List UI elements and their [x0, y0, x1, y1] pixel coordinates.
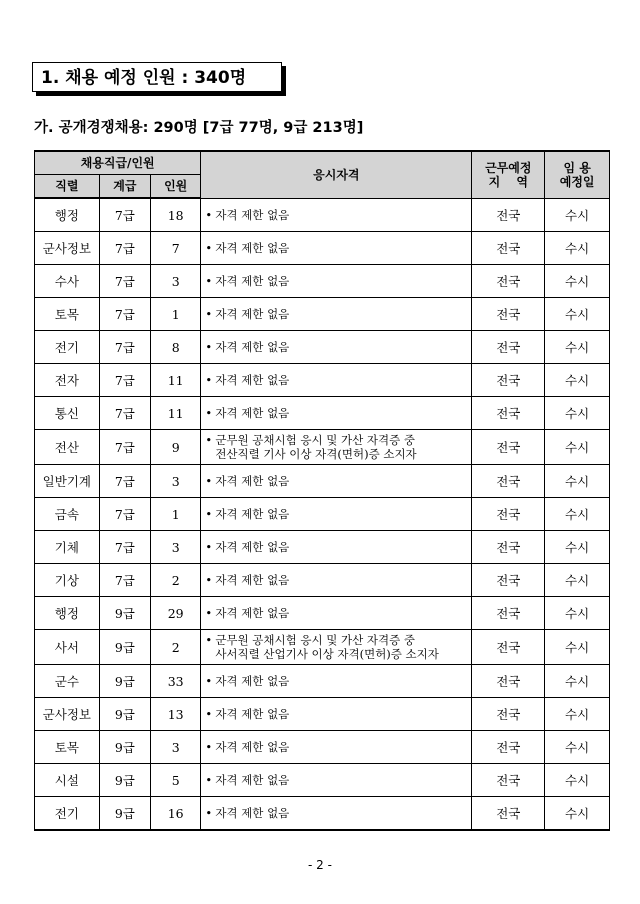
bullet-icon: • [205, 633, 213, 647]
cell-date: 수시 [545, 331, 610, 364]
recruitment-table [34, 150, 610, 831]
cell-region: 전국 [472, 364, 545, 397]
cell-date: 수시 [545, 731, 610, 764]
bullet-icon: • [205, 433, 213, 447]
cell-date: 수시 [545, 498, 610, 531]
qualification-text-line2: 전산직렬 기사 이상 자격(면허)증 소지자 [215, 447, 417, 461]
cell-job: 행정 [35, 198, 100, 232]
qualification-line [205, 740, 471, 754]
cell-count: 33 [151, 665, 201, 698]
table-row [35, 731, 610, 764]
cell-job: 통신 [35, 397, 100, 430]
header-date-line2: 예정일 [559, 174, 595, 189]
bullet-icon: • [205, 207, 213, 222]
header-region-line1: 근무예정 [485, 160, 532, 175]
qualification-text: 자격 제한 없음 [215, 373, 290, 387]
cell-grade: 7급 [99, 265, 150, 298]
qualification-line [205, 373, 471, 387]
cell-qualification [201, 630, 472, 665]
table-row [35, 630, 610, 665]
cell-count: 2 [151, 630, 201, 665]
header-group: 채용직급/인원 [35, 151, 201, 175]
table-row [35, 764, 610, 797]
cell-grade: 9급 [99, 665, 150, 698]
table-row [35, 498, 610, 531]
cell-count: 9 [151, 430, 201, 465]
cell-job: 금속 [35, 498, 100, 531]
cell-region: 전국 [472, 498, 545, 531]
cell-region: 전국 [472, 564, 545, 597]
cell-count: 1 [151, 498, 201, 531]
cell-count: 3 [151, 731, 201, 764]
qualification-line [205, 606, 471, 620]
bullet-icon: • [205, 806, 213, 820]
cell-grade: 7급 [99, 364, 150, 397]
qualification-line [205, 773, 471, 787]
cell-job: 수사 [35, 265, 100, 298]
cell-count: 2 [151, 564, 201, 597]
cell-count: 3 [151, 465, 201, 498]
cell-count: 3 [151, 531, 201, 564]
qualification-text: 자격 제한 없음 [215, 241, 290, 255]
cell-job: 전기 [35, 797, 100, 831]
bullet-icon: • [205, 340, 213, 354]
cell-date: 수시 [545, 364, 610, 397]
bullet-icon: • [205, 740, 213, 754]
cell-grade: 9급 [99, 797, 150, 831]
cell-count: 11 [151, 364, 201, 397]
qualification-text-line2: 사서직렬 산업기사 이상 자격(면허)증 소지자 [215, 647, 439, 661]
cell-qualification [201, 531, 472, 564]
cell-job: 군사정보 [35, 232, 100, 265]
table-row [35, 232, 610, 265]
table-row [35, 265, 610, 298]
table-header [35, 151, 610, 198]
cell-region: 전국 [472, 597, 545, 630]
cell-grade: 9급 [99, 698, 150, 731]
cell-job: 사서 [35, 630, 100, 665]
table-row [35, 665, 610, 698]
page-number: - 2 - [308, 858, 332, 872]
cell-date: 수시 [545, 764, 610, 797]
cell-region: 전국 [472, 665, 545, 698]
qualification-text: 자격 제한 없음 [215, 406, 290, 420]
cell-job: 행정 [35, 597, 100, 630]
cell-grade: 7급 [99, 564, 150, 597]
cell-count: 3 [151, 265, 201, 298]
header-region-line2: 지 역 [488, 174, 528, 189]
qualification-text: 자격 제한 없음 [215, 274, 290, 288]
cell-grade: 7급 [99, 298, 150, 331]
cell-date: 수시 [545, 698, 610, 731]
cell-date: 수시 [545, 465, 610, 498]
table-row [35, 465, 610, 498]
cell-date: 수시 [545, 597, 610, 630]
bullet-icon: • [205, 274, 213, 288]
cell-count: 7 [151, 232, 201, 265]
qualification-line [205, 540, 471, 554]
qualification-line [205, 474, 471, 488]
cell-job: 토목 [35, 298, 100, 331]
cell-count: 11 [151, 397, 201, 430]
qualification-line [205, 707, 471, 721]
header-date-line1: 임 용 [563, 160, 591, 175]
cell-qualification [201, 698, 472, 731]
cell-count: 29 [151, 597, 201, 630]
table-row [35, 397, 610, 430]
qualification-text: 자격 제한 없음 [215, 307, 290, 321]
cell-qualification [201, 498, 472, 531]
qualification-line [205, 433, 471, 447]
cell-qualification [201, 364, 472, 397]
cell-qualification [201, 430, 472, 465]
cell-grade: 9급 [99, 764, 150, 797]
cell-qualification [201, 564, 472, 597]
subsection-title: 가. 공개경쟁채용: 290명 [7급 77명, 9급 213명] [34, 120, 364, 136]
qualification-text: 자격 제한 없음 [215, 573, 290, 587]
qualification-line [205, 573, 471, 587]
cell-job: 시설 [35, 764, 100, 797]
header-region [472, 151, 545, 198]
cell-job: 전산 [35, 430, 100, 465]
qualification-text: 자격 제한 없음 [215, 806, 290, 820]
cell-date: 수시 [545, 397, 610, 430]
cell-qualification [201, 198, 472, 232]
qualification-line [205, 340, 471, 354]
bullet-icon: • [205, 707, 213, 721]
qualification-text: 자격 제한 없음 [215, 606, 290, 620]
cell-job: 기체 [35, 531, 100, 564]
cell-region: 전국 [472, 797, 545, 831]
cell-grade: 7급 [99, 531, 150, 564]
cell-qualification [201, 331, 472, 364]
qualification-text: 자격 제한 없음 [215, 707, 290, 721]
cell-job: 군수 [35, 665, 100, 698]
bullet-icon: • [205, 773, 213, 787]
header-count: 인원 [151, 175, 201, 199]
cell-region: 전국 [472, 397, 545, 430]
header-grade: 계급 [99, 175, 150, 199]
qualification-text: 군무원 공채시험 응시 및 가산 자격증 중 [215, 433, 416, 447]
qualification-line [205, 307, 471, 321]
cell-count: 18 [151, 198, 201, 232]
qualification-line [205, 674, 471, 688]
cell-date: 수시 [545, 797, 610, 831]
bullet-icon: • [205, 241, 213, 255]
bullet-icon: • [205, 307, 213, 321]
cell-qualification [201, 265, 472, 298]
cell-job: 전자 [35, 364, 100, 397]
qualification-line [205, 274, 471, 288]
cell-count: 5 [151, 764, 201, 797]
cell-qualification [201, 764, 472, 797]
cell-region: 전국 [472, 698, 545, 731]
cell-region: 전국 [472, 465, 545, 498]
cell-grade: 7급 [99, 331, 150, 364]
header-qualification: 응시자격 [201, 151, 472, 198]
cell-region: 전국 [472, 531, 545, 564]
header-date [545, 151, 610, 198]
cell-region: 전국 [472, 232, 545, 265]
bullet-icon: • [205, 406, 213, 420]
cell-date: 수시 [545, 665, 610, 698]
cell-qualification [201, 232, 472, 265]
table-row [35, 531, 610, 564]
qualification-text: 자격 제한 없음 [215, 507, 290, 521]
cell-grade: 7급 [99, 397, 150, 430]
cell-job: 일반기계 [35, 465, 100, 498]
cell-region: 전국 [472, 430, 545, 465]
cell-grade: 9급 [99, 597, 150, 630]
cell-qualification [201, 797, 472, 831]
bullet-icon: • [205, 573, 213, 587]
section-title: 1. 채용 예정 인원 : 340명 [32, 62, 282, 92]
table-row [35, 364, 610, 397]
qualification-text: 자격 제한 없음 [215, 674, 290, 688]
qualification-line [205, 507, 471, 521]
cell-date: 수시 [545, 430, 610, 465]
cell-grade: 7급 [99, 430, 150, 465]
header-job: 직렬 [35, 175, 100, 199]
cell-job: 토목 [35, 731, 100, 764]
cell-date: 수시 [545, 531, 610, 564]
table-row [35, 797, 610, 831]
table-body [35, 198, 610, 830]
qualification-text: 자격 제한 없음 [215, 540, 290, 554]
qualification-line [205, 406, 471, 420]
cell-date: 수시 [545, 265, 610, 298]
cell-grade: 7급 [99, 498, 150, 531]
qualification-line [205, 208, 471, 222]
cell-region: 전국 [472, 731, 545, 764]
cell-grade: 9급 [99, 731, 150, 764]
table-row [35, 331, 610, 364]
table-row [35, 698, 610, 731]
cell-grade: 7급 [99, 198, 150, 232]
cell-qualification [201, 465, 472, 498]
qualification-text: 자격 제한 없음 [215, 773, 290, 787]
cell-date: 수시 [545, 232, 610, 265]
bullet-icon: • [205, 674, 213, 688]
table-row [35, 298, 610, 331]
cell-region: 전국 [472, 764, 545, 797]
qualification-text: 자격 제한 없음 [215, 340, 290, 354]
cell-date: 수시 [545, 198, 610, 232]
cell-grade: 7급 [99, 232, 150, 265]
cell-qualification [201, 298, 472, 331]
cell-job: 군사정보 [35, 698, 100, 731]
table-row [35, 597, 610, 630]
cell-qualification [201, 597, 472, 630]
qualification-text: 군무원 공채시험 응시 및 가산 자격증 중 [215, 633, 416, 647]
table-row [35, 430, 610, 465]
cell-count: 1 [151, 298, 201, 331]
cell-job: 기상 [35, 564, 100, 597]
qualification-text: 자격 제한 없음 [215, 474, 290, 488]
cell-region: 전국 [472, 265, 545, 298]
cell-grade: 7급 [99, 465, 150, 498]
table-row [35, 564, 610, 597]
qualification-line [205, 241, 471, 255]
cell-region: 전국 [472, 298, 545, 331]
qualification-line [205, 633, 471, 647]
cell-qualification [201, 731, 472, 764]
cell-count: 16 [151, 797, 201, 831]
qualification-line [205, 806, 471, 820]
cell-grade: 9급 [99, 630, 150, 665]
bullet-icon: • [205, 606, 213, 620]
bullet-icon: • [205, 474, 213, 488]
table-row [35, 198, 610, 232]
cell-count: 13 [151, 698, 201, 731]
cell-qualification [201, 665, 472, 698]
bullet-icon: • [205, 507, 213, 521]
cell-date: 수시 [545, 564, 610, 597]
cell-region: 전국 [472, 630, 545, 665]
cell-count: 8 [151, 331, 201, 364]
bullet-icon: • [205, 373, 213, 387]
cell-region: 전국 [472, 198, 545, 232]
qualification-text: 자격 제한 없음 [215, 740, 290, 754]
cell-date: 수시 [545, 298, 610, 331]
cell-date: 수시 [545, 630, 610, 665]
cell-region: 전국 [472, 331, 545, 364]
cell-qualification [201, 397, 472, 430]
qualification-text: 자격 제한 없음 [215, 207, 290, 222]
bullet-icon: • [205, 540, 213, 554]
cell-job: 전기 [35, 331, 100, 364]
